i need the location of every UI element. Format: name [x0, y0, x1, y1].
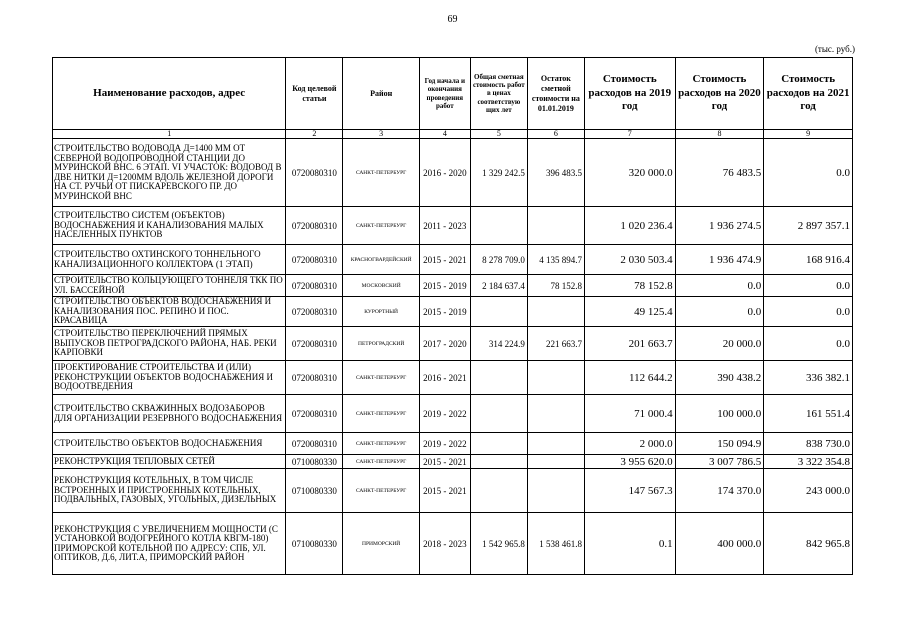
table-row	[53, 245, 853, 275]
row-remainder	[527, 455, 584, 469]
row-cost-2021: 838 730.0	[764, 433, 853, 455]
header-years: Год начала и окончания проведения работ	[419, 58, 470, 130]
column-number: 4	[419, 130, 470, 139]
row-remainder: 4 135 894.7	[527, 245, 584, 275]
header-name: Наименование расходов, адрес	[53, 58, 286, 130]
row-code: 0720080310	[286, 395, 343, 433]
row-total-cost	[470, 297, 527, 327]
row-name: СТРОИТЕЛЬСТВО ВОДОВОДА Д=1400 ММ ОТ СЕВЕРНОЙ ВОДОПРОВОДНОЙ СТАНЦИИ ДО МУРИНСКОЙ ВНС. 6 ЭТАП. VI УЧАСТОК: ВОДОВОД В ДВЕ НИТКИ Д=1200ММ ВДОЛЬ ЖЕЛЕЗНОЙ ДОРОГИ НА СТ. РУЧЬИ ОТ ПИСКАРЕВСКОГО ПР. ДО МУРИНСКОЙ ВНС	[53, 139, 286, 207]
table-row	[53, 455, 853, 469]
row-district: КУРОРТНЫЙ	[343, 297, 419, 327]
row-cost-2020: 20 000.0	[675, 327, 764, 361]
row-cost-2020: 1 936 274.5	[675, 207, 764, 245]
row-cost-2019: 147 567.3	[584, 469, 675, 513]
row-name: СТРОИТЕЛЬСТВО ПЕРЕКЛЮЧЕНИЙ ПРЯМЫХ ВЫПУСКОВ ПЕТРОГРАДСКОГО РАЙОНА, НАБ. РЕКИ КАРПОВКИ	[53, 327, 286, 361]
row-total-cost	[470, 395, 527, 433]
row-cost-2019: 49 125.4	[584, 297, 675, 327]
row-name: СТРОИТЕЛЬСТВО СИСТЕМ (ОБЪЕКТОВ) ВОДОСНАБЖЕНИЯ И КАНАЛИЗОВАНИЯ МАЛЫХ НАСЕЛЕННЫХ ПУНКТОВ	[53, 207, 286, 245]
row-remainder	[527, 297, 584, 327]
row-years: 2019 - 2022	[419, 395, 470, 433]
row-cost-2020: 1 936 474.9	[675, 245, 764, 275]
row-cost-2020: 400 000.0	[675, 513, 764, 575]
page-number: 69	[447, 14, 458, 25]
table-row	[53, 513, 853, 575]
column-number: 7	[584, 130, 675, 139]
table-row	[53, 327, 853, 361]
row-cost-2021: 168 916.4	[764, 245, 853, 275]
column-number-row	[53, 130, 853, 139]
table-row	[53, 361, 853, 395]
row-district: КРАСНОГВАРДЕЙСКИЙ	[343, 245, 419, 275]
row-district: ПЕТРОГРАДСКИЙ	[343, 327, 419, 361]
row-name: СТРОИТЕЛЬСТВО СКВАЖИННЫХ ВОДОЗАБОРОВ ДЛЯ ОРГАНИЗАЦИИ РЕЗЕРВНОГО ВОДОСНАБЖЕНИЯ	[53, 395, 286, 433]
table-row	[53, 433, 853, 455]
row-years: 2015 - 2021	[419, 245, 470, 275]
table-row	[53, 469, 853, 513]
row-code: 0720080310	[286, 207, 343, 245]
row-district: САНКТ-ПЕТЕРБУРГ	[343, 207, 419, 245]
row-years: 2015 - 2021	[419, 469, 470, 513]
row-cost-2021: 0.0	[764, 139, 853, 207]
row-years: 2015 - 2019	[419, 297, 470, 327]
row-years: 2017 - 2020	[419, 327, 470, 361]
row-remainder	[527, 469, 584, 513]
row-cost-2021: 0.0	[764, 275, 853, 297]
row-cost-2021: 2 897 357.1	[764, 207, 853, 245]
budget-table	[52, 57, 853, 575]
row-district: САНКТ-ПЕТЕРБУРГ	[343, 455, 419, 469]
row-name: СТРОИТЕЛЬСТВО ОБЪЕКТОВ ВОДОСНАБЖЕНИЯ	[53, 433, 286, 455]
row-code: 0720080310	[286, 433, 343, 455]
table-row	[53, 297, 853, 327]
row-code: 0720080310	[286, 361, 343, 395]
row-total-cost	[470, 361, 527, 395]
row-total-cost	[470, 433, 527, 455]
row-cost-2020: 174 370.0	[675, 469, 764, 513]
row-cost-2021: 0.0	[764, 297, 853, 327]
row-name: ПРОЕКТИРОВАНИЕ СТРОИТЕЛЬСТВА И (ИЛИ) РЕКОНСТРУКЦИИ ОБЪЕКТОВ ВОДОСНАБЖЕНИЯ И ВОДООТВЕДЕНИЯ	[53, 361, 286, 395]
row-total-cost	[470, 455, 527, 469]
row-code: 0720080310	[286, 275, 343, 297]
row-cost-2019: 320 000.0	[584, 139, 675, 207]
row-cost-2019: 201 663.7	[584, 327, 675, 361]
row-years: 2018 - 2023	[419, 513, 470, 575]
header-code: Код целевой статьи	[286, 58, 343, 130]
row-cost-2019: 112 644.2	[584, 361, 675, 395]
row-code: 0720080310	[286, 245, 343, 275]
row-name: РЕКОНСТРУКЦИЯ ТЕПЛОВЫХ СЕТЕЙ	[53, 455, 286, 469]
row-cost-2020: 390 438.2	[675, 361, 764, 395]
row-cost-2020: 3 007 786.5	[675, 455, 764, 469]
row-cost-2021: 3 322 354.8	[764, 455, 853, 469]
column-number: 1	[53, 130, 286, 139]
header-total-cost: Общая сметная стоимость работ в ценах соответствую щих лет	[470, 58, 527, 130]
row-name: РЕКОНСТРУКЦИЯ КОТЕЛЬНЫХ, В ТОМ ЧИСЛЕ ВСТРОЕННЫХ И ПРИСТРОЕННЫХ КОТЕЛЬНЫХ, ПОДВАЛЬНЫХ, ГАЗОВЫХ, УГОЛЬНЫХ, ДИЗЕЛЬНЫХ	[53, 469, 286, 513]
row-name: СТРОИТЕЛЬСТВО КОЛЬЦУЮЩЕГО ТОННЕЛЯ ТКК ПО УЛ. БАССЕЙНОЙ	[53, 275, 286, 297]
row-years: 2019 - 2022	[419, 433, 470, 455]
row-years: 2016 - 2020	[419, 139, 470, 207]
row-cost-2019: 2 030 503.4	[584, 245, 675, 275]
row-name: СТРОИТЕЛЬСТВО ОБЪЕКТОВ ВОДОСНАБЖЕНИЯ И КАНАЛИЗОВАНИЯ ПОС. РЕПИНО И ПОС. КРАСАВИЦА	[53, 297, 286, 327]
header-cost-2021: Стоимость расходов на 2021 год	[764, 58, 853, 130]
row-cost-2021: 243 000.0	[764, 469, 853, 513]
row-code: 0720080310	[286, 297, 343, 327]
row-district: САНКТ-ПЕТЕРБУРГ	[343, 139, 419, 207]
row-cost-2020: 0.0	[675, 297, 764, 327]
row-name: СТРОИТЕЛЬСТВО ОХТИНСКОГО ТОННЕЛЬНОГО КАНАЛИЗАЦИОННОГО КОЛЛЕКТОРА (1 ЭТАП)	[53, 245, 286, 275]
row-remainder	[527, 207, 584, 245]
column-number: 8	[675, 130, 764, 139]
row-remainder: 1 538 461.8	[527, 513, 584, 575]
row-code: 0720080310	[286, 327, 343, 361]
table-row	[53, 207, 853, 245]
row-district: САНКТ-ПЕТЕРБУРГ	[343, 433, 419, 455]
header-cost-2020: Стоимость расходов на 2020 год	[675, 58, 764, 130]
header-cost-2019: Стоимость расходов на 2019 год	[584, 58, 675, 130]
row-district: САНКТ-ПЕТЕРБУРГ	[343, 395, 419, 433]
units-label: (тыс. руб.)	[814, 44, 855, 54]
row-district: САНКТ-ПЕТЕРБУРГ	[343, 361, 419, 395]
row-total-cost	[470, 469, 527, 513]
row-total-cost: 1 329 242.5	[470, 139, 527, 207]
row-cost-2021: 0.0	[764, 327, 853, 361]
row-cost-2020: 100 000.0	[675, 395, 764, 433]
row-cost-2019: 2 000.0	[584, 433, 675, 455]
column-number: 9	[764, 130, 853, 139]
row-cost-2020: 76 483.5	[675, 139, 764, 207]
row-district: МОСКОВСКИЙ	[343, 275, 419, 297]
row-cost-2019: 0.1	[584, 513, 675, 575]
row-remainder	[527, 433, 584, 455]
row-remainder: 396 483.5	[527, 139, 584, 207]
row-total-cost: 314 224.9	[470, 327, 527, 361]
header-district: Район	[343, 58, 419, 130]
row-cost-2021: 842 965.8	[764, 513, 853, 575]
row-cost-2019: 71 000.4	[584, 395, 675, 433]
row-total-cost	[470, 207, 527, 245]
row-code: 0710080330	[286, 469, 343, 513]
table-row	[53, 395, 853, 433]
row-cost-2019: 3 955 620.0	[584, 455, 675, 469]
header-remainder: Остаток сметной стоимости на 01.01.2019	[527, 58, 584, 130]
row-cost-2021: 336 382.1	[764, 361, 853, 395]
row-district: САНКТ-ПЕТЕРБУРГ	[343, 469, 419, 513]
row-years: 2016 - 2021	[419, 361, 470, 395]
row-cost-2021: 161 551.4	[764, 395, 853, 433]
row-name: РЕКОНСТРУКЦИЯ С УВЕЛИЧЕНИЕМ МОЩНОСТИ (С УСТАНОВКОЙ ВОДОГРЕЙНОГО КОТЛА КВГМ-180) ПРИМОРСКОЙ КОТЕЛЬНОЙ ПО АДРЕСУ: СПБ, УЛ. ОПТИКОВ, Д.6, ЛИТ.А, ПРИМОРСКИЙ РАЙОН	[53, 513, 286, 575]
table-row	[53, 275, 853, 297]
row-remainder: 78 152.8	[527, 275, 584, 297]
row-cost-2019: 1 020 236.4	[584, 207, 675, 245]
column-number: 5	[470, 130, 527, 139]
row-cost-2020: 0.0	[675, 275, 764, 297]
column-number: 3	[343, 130, 419, 139]
row-district: ПРИМОРСКИЙ	[343, 513, 419, 575]
row-total-cost: 1 542 965.8	[470, 513, 527, 575]
row-code: 0710080330	[286, 455, 343, 469]
row-years: 2015 - 2019	[419, 275, 470, 297]
row-cost-2020: 150 094.9	[675, 433, 764, 455]
row-total-cost: 8 278 709.0	[470, 245, 527, 275]
row-years: 2011 - 2023	[419, 207, 470, 245]
row-years: 2015 - 2021	[419, 455, 470, 469]
column-number: 2	[286, 130, 343, 139]
row-cost-2019: 78 152.8	[584, 275, 675, 297]
column-number: 6	[527, 130, 584, 139]
table-row	[53, 139, 853, 207]
row-remainder: 221 663.7	[527, 327, 584, 361]
row-remainder	[527, 361, 584, 395]
row-code: 0710080330	[286, 513, 343, 575]
row-total-cost: 2 184 637.4	[470, 275, 527, 297]
row-code: 0720080310	[286, 139, 343, 207]
row-remainder	[527, 395, 584, 433]
